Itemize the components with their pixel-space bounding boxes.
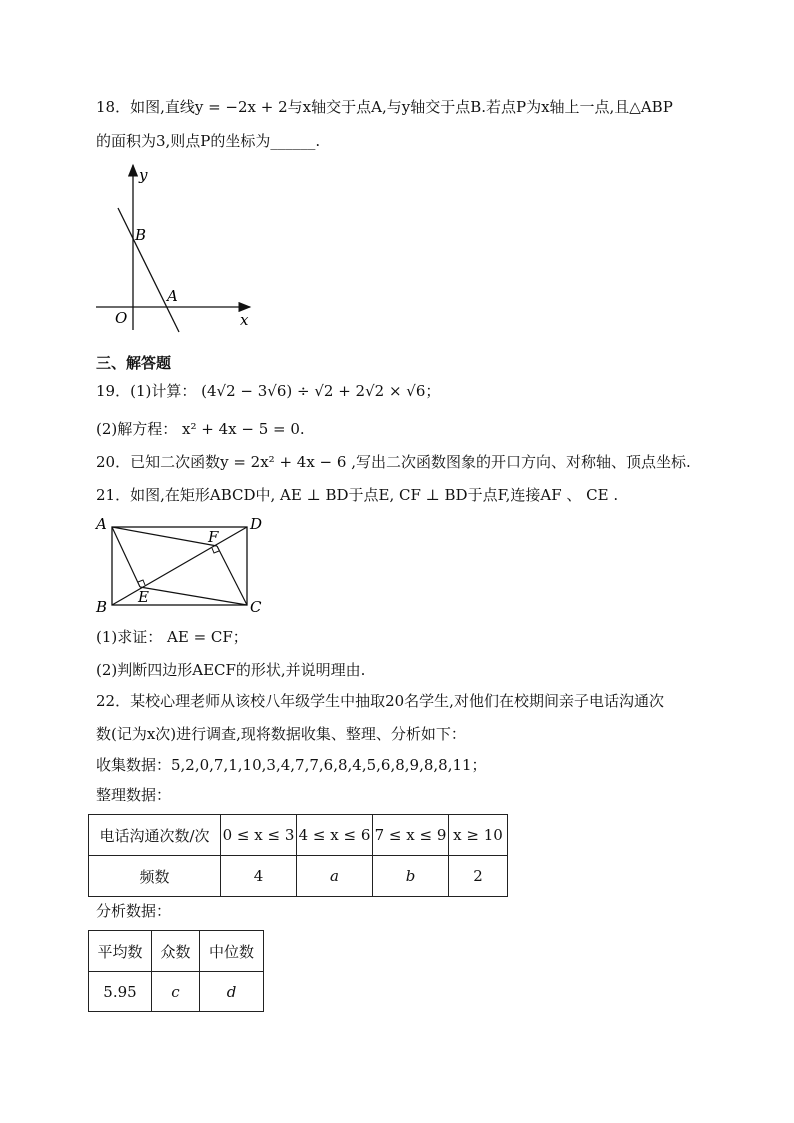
table-header: 平均数	[89, 931, 152, 972]
q20-text: 20．已知二次函数y = 2x² + 4x − 6 ,写出二次函数图象的开口方向、对称轴、顶点坐标.	[96, 453, 691, 471]
q22-line2: 数(记为x次)进行调查,现将数据收集、整理、分析如下：	[96, 725, 466, 743]
label-D: D	[250, 515, 263, 533]
label-A: A	[96, 515, 107, 533]
table-cell: 4	[221, 856, 297, 897]
label-C: C	[250, 598, 262, 616]
table-row	[89, 931, 264, 972]
q21-part2: (2)判断四边形AECF的形状,并说明理由.	[96, 661, 366, 679]
table-cell: b	[373, 856, 449, 897]
table-cell: 2	[449, 856, 508, 897]
table-header: 众数	[152, 931, 200, 972]
section-title: 三、解答题	[96, 354, 172, 372]
x-axis-label: x	[240, 311, 249, 329]
origin-label: O	[115, 309, 128, 327]
label-E: E	[138, 588, 149, 606]
table-row	[89, 972, 264, 1012]
table-header: 中位数	[200, 931, 264, 972]
q21-figure	[92, 514, 272, 618]
q19-part2-expr: x² + 4x − 5 = 0.	[182, 420, 305, 438]
table-cell: d	[200, 972, 264, 1012]
analysis-table	[88, 930, 264, 1012]
q22-collect: 收集数据：5,2,0,7,1,10,3,4,7,7,6,8,4,5,6,8,9,8,8,11；	[96, 756, 487, 774]
table-cell: a	[297, 856, 373, 897]
q19-part1-expr: (4√2 − 3√6) ÷ √2 + 2√2 × √6；	[201, 382, 441, 400]
y-axis-label: y	[139, 166, 148, 184]
segment-CF	[217, 546, 247, 605]
table-row	[89, 856, 508, 897]
table-header: x ≥ 10	[449, 815, 508, 856]
table-header: 电话沟通次数/次	[89, 815, 221, 856]
label-B: B	[96, 598, 108, 616]
q22-organize-label: 整理数据：	[96, 786, 172, 804]
table-cell: c	[152, 972, 200, 1012]
point-A-label: A	[167, 287, 178, 305]
q19-part2-prefix: (2)解方程：	[96, 420, 178, 438]
table-header: 0 ≤ x ≤ 3	[221, 815, 297, 856]
q18-line2: 的面积为3,则点P的坐标为______.	[96, 132, 321, 150]
q21-part1: (1)求证： AE = CF；	[96, 628, 248, 646]
segment-AF	[112, 527, 217, 546]
q18-line1: 18．如图,直线y = −2x + 2与x轴交于点A,与y轴交于点B.若点P为x轴上一点,且△ABP	[96, 98, 673, 116]
label-F: F	[208, 528, 219, 546]
table-row	[89, 815, 508, 856]
segment-CE	[140, 587, 247, 605]
table-row-label: 频数	[89, 856, 221, 897]
point-B-label: B	[135, 226, 147, 244]
table-header: 7 ≤ x ≤ 9	[373, 815, 449, 856]
q18-figure	[90, 160, 260, 335]
q22-analyze-label: 分析数据：	[96, 902, 172, 920]
q19-part2	[96, 418, 305, 440]
q21-text: 21．如图,在矩形ABCD中, AE ⊥ BD于点E, CF ⊥ BD于点F,连接AF 、 CE .	[96, 486, 619, 504]
q19-part1	[96, 380, 440, 402]
frequency-table	[88, 814, 508, 897]
q19-part1-prefix: 19．(1)计算：	[96, 382, 197, 400]
table-cell: 5.95	[89, 972, 152, 1012]
table-header: 4 ≤ x ≤ 6	[297, 815, 373, 856]
q22-line1: 22．某校心理老师从该校八年级学生中抽取20名学生,对他们在校期间亲子电话沟通次	[96, 692, 664, 710]
segment-AE	[112, 527, 140, 587]
